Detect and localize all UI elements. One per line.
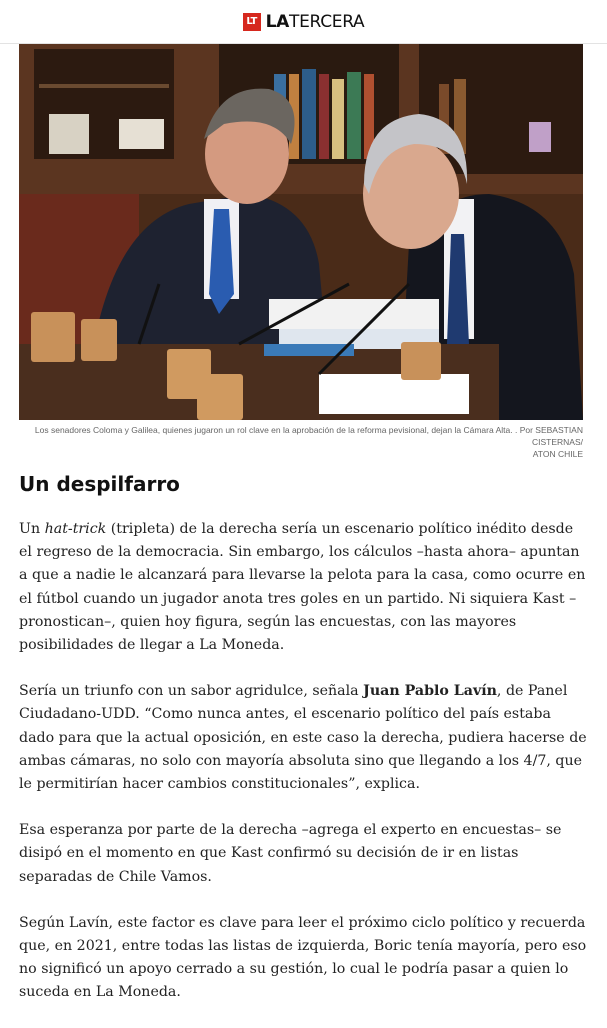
paragraph-2	[19, 680, 589, 796]
logo-mark[interactable]: LT	[243, 13, 261, 31]
paragraph-3: Esa esperanza por parte de la derecha –agrega el experto en encuestas– se disipó en el momento en que Kast confirmó su decisión de ir en listas separadas de Chile Vamos.	[19, 822, 562, 885]
site-header	[0, 0, 607, 44]
logo-text-tercera: TERCERA	[289, 11, 365, 32]
photo-caption	[19, 424, 583, 460]
p2-rest: , de Panel Ciudadano-UDD. “Como nunca antes, el escenario político del país estaba dado para que la actual oposición, en este caso la derecha, pudiera hacerse de ambas cámaras, no solo con mayoría absoluta sino que llegando a los 4/7, que le permitirían hacer cambios constitucionales”, explica.	[19, 683, 587, 793]
p1-rest: (tripleta) de la derecha sería un escenario político inédito desde el regreso de la democracia. Sin embargo, los cálculos –hasta ahora– apuntan a que a nadie le alcanzará para llevarse la pelota para la casa, como ocurre en el fútbol cuando un jugador anota tres goles en un partido. Ni siquiera Kast –pronostican–, quien hoy figura, según las encuestas, con las mayores posibilidades de llegar a La Moneda.	[19, 521, 586, 654]
caption-line-2: ATON CHILE	[532, 449, 583, 459]
site-logo[interactable]	[266, 12, 365, 32]
paragraph-1	[19, 518, 589, 657]
photo-illustration	[19, 44, 583, 420]
p2-person-name: Juan Pablo Lavín	[363, 683, 497, 700]
article-photo	[19, 44, 583, 420]
paragraph-4: Según Lavín, este factor es clave para leer el próximo ciclo político y recuerda que, en 2021, entre todas las listas de izquierda, Boric tenía mayoría, pero eso no significó un apoyo cerrado a su gestión, lo cual le podría pasar a quien lo suceda en La Moneda.	[19, 914, 587, 1001]
logo-text-la: LA	[265, 11, 290, 32]
p1-emphasis: hat-trick	[44, 521, 107, 537]
p2-start: Sería un triunfo con un sabor agridulce, señala	[19, 683, 364, 700]
caption-line-1: Los senadores Coloma y Galilea, quienes jugaron un rol clave en la aprobación de la reforma pevisional, dejan la Cámara Alta. . Por SEBASTIAN CISTERNAS/	[34, 425, 583, 447]
section-heading: Un despilfarro	[19, 472, 180, 496]
article-body	[19, 518, 589, 1028]
p1-start: Un	[19, 521, 45, 537]
